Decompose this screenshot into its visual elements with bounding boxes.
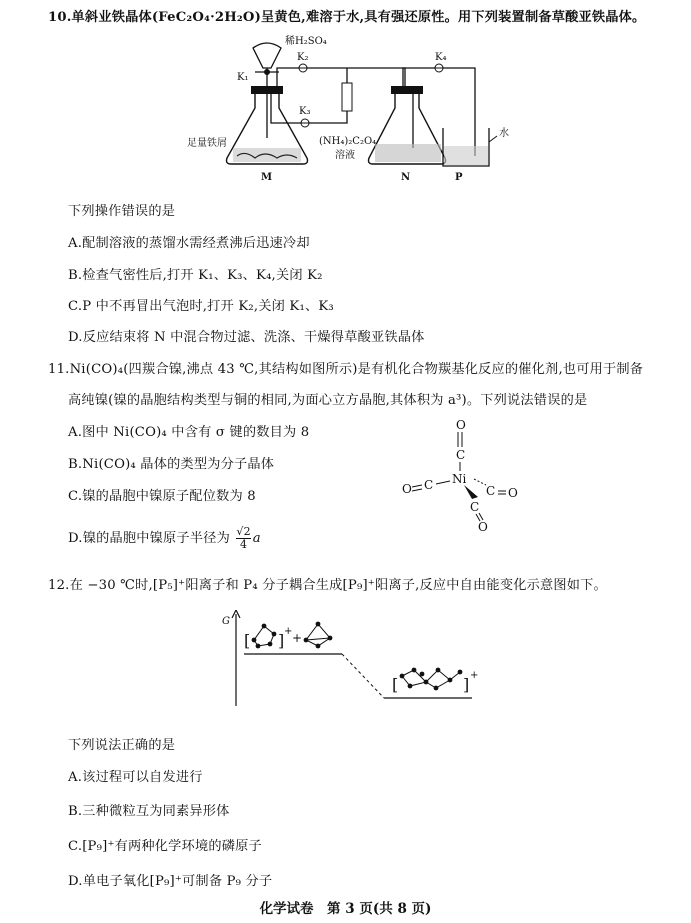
solution-label-2: 溶液 — [335, 150, 355, 161]
axis-g-label: G — [222, 616, 230, 627]
c-left: C — [424, 478, 434, 492]
q10-prompt: 下列操作错误的是 — [68, 204, 176, 219]
bracket-close-product: ] — [463, 675, 470, 694]
bracket-open: [ — [244, 631, 251, 650]
fraction-numerator: √2 — [236, 525, 251, 538]
valve-k2 — [297, 64, 309, 72]
c-bottom: C — [470, 500, 480, 514]
o-top: O — [456, 418, 466, 432]
water-label: 水 — [499, 128, 509, 139]
bracket-open-product: [ — [392, 675, 399, 694]
k3-label: K₃ — [299, 106, 311, 117]
q11-option-c: C.镍的晶胞中镍原子配位数为 8 — [68, 489, 256, 504]
q11-stem-line1: 11.Ni(CO)₄(四羰合镍,沸点 43 ℃,其结构如图所示)是有机化合物羰基化反应的催化剂,也可用于制备 — [48, 362, 644, 377]
flask-n — [369, 86, 446, 164]
page-footer: 化学试卷 第 3 页(共 8 页) — [259, 901, 432, 917]
q10-option-b: B.检查气密性后,打开 K₁、K₃、K₄,关闭 K₂ — [68, 268, 323, 283]
m-label: M — [261, 172, 273, 183]
c-top: C — [456, 448, 466, 462]
beaker-p — [443, 128, 497, 166]
q11-stem-line2: 高纯镍(镍的晶胞结构类型与铜的相同,为面心立方晶胞,其体积为 a³)。下列说法错误的是 — [68, 393, 588, 408]
q11-option-d — [68, 526, 261, 551]
q10-stem: 10.单斜业铁晶体(FeC₂O₄·2H₂O)呈黄色,难溶于水,具有强还原性。用下列装置制备草酸亚铁晶体。 — [48, 10, 646, 25]
bracket-close: ] — [278, 631, 285, 650]
n-label: N — [401, 172, 411, 183]
fraction-denominator: 4 — [239, 538, 248, 551]
valve-k3 — [299, 119, 311, 127]
q11-option-d-text: D.镍的晶胞中镍原子半径为 — [68, 531, 230, 546]
q12-prompt: 下列说法正确的是 — [68, 738, 176, 753]
q12-option-c: C.[P₉]⁺有两种化学环境的磷原子 — [68, 839, 262, 854]
o-left: O — [402, 482, 412, 496]
q11-option-b: B.Ni(CO)₄ 晶体的类型为分子晶体 — [68, 457, 275, 472]
p5-charge: + — [284, 626, 293, 637]
k2-label: K₂ — [297, 52, 309, 63]
q10-option-d: D.反应结束将 N 中混合物过滤、洗涤、干燥得草酸亚铁晶体 — [68, 330, 425, 345]
k1-label: K₁ — [237, 72, 249, 83]
p4-tetrahedron — [304, 622, 333, 649]
p9-charge: + — [470, 670, 479, 681]
ni-center: Ni — [452, 472, 467, 486]
p-label: P — [455, 172, 463, 183]
solution-label-1: (NH₄)₂C₂O₄ — [319, 136, 377, 147]
c-right: C — [486, 484, 496, 498]
q11-option-d-tail: a — [252, 531, 261, 546]
q12-option-d: D.单电子氧化[P₉]⁺可制备 P₉ 分子 — [68, 874, 273, 889]
o-right: O — [508, 486, 518, 500]
q12-energy-diagram — [222, 610, 482, 710]
q11-option-d-fraction — [236, 526, 250, 551]
nico4-structure — [400, 415, 530, 535]
p5-cluster — [252, 624, 277, 649]
q10-option-a: A.配制溶液的蒸馏水需经煮沸后迅速冷却 — [68, 236, 310, 251]
q12-option-a: A.该过程可以自发进行 — [68, 770, 203, 785]
q10-apparatus-diagram — [185, 28, 515, 188]
p9-cluster — [400, 668, 463, 691]
plus-sign: + — [292, 631, 303, 645]
q11-option-a: A.图中 Ni(CO)₄ 中含有 σ 键的数目为 8 — [68, 425, 310, 440]
q10-option-c: C.P 中不再冒出气泡时,打开 K₂,关闭 K₁、K₃ — [68, 299, 334, 314]
q12-stem: 12.在 −30 ℃时,[P₅]⁺阳离子和 P₄ 分子耦合生成[P₉]⁺阳离子,反应中自由能变化示意图如下。 — [48, 578, 607, 593]
iron-label: 足量铁屑 — [187, 138, 227, 149]
valve-k4 — [433, 64, 445, 72]
k4-label: K₄ — [435, 52, 447, 63]
o-bottom: O — [478, 520, 488, 534]
q12-option-b: B.三种微粒互为同素异形体 — [68, 804, 230, 819]
acid-label: 稀H₂SO₄ — [285, 36, 327, 47]
